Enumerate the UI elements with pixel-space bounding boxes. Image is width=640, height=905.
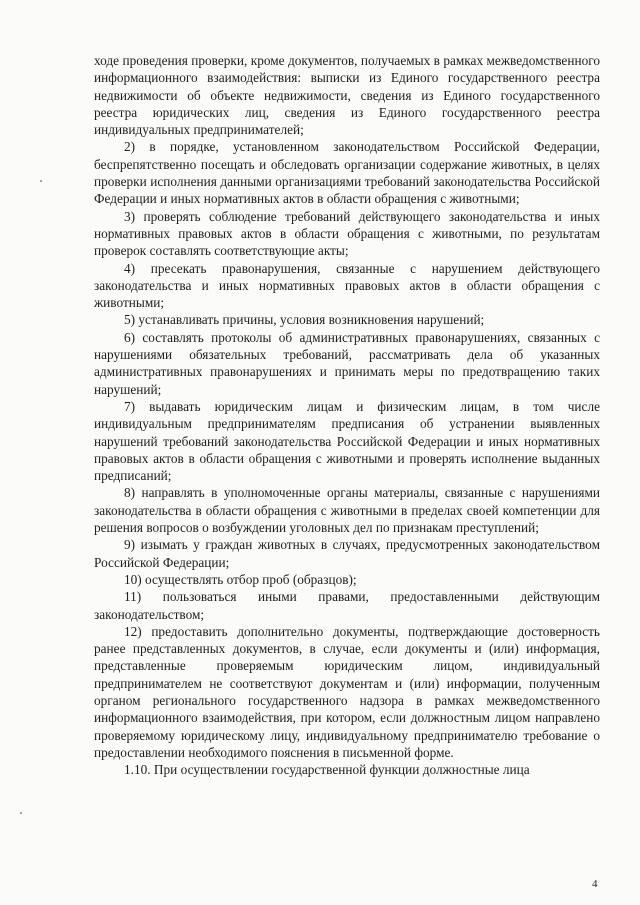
list-item-2: 2) в порядке, установленном законодательством Российской Федерации, беспрепятственно посещать и обследовать организации содержание животных, в целях проверки исполнения данными организациями требований законодательства Российской Федерации и иных нормативных актов в области обращения с животными; <box>94 139 600 207</box>
scan-speck <box>40 180 42 182</box>
list-item-9: 9) изымать у граждан животных в случаях, предусмотренных законодательством Российской Федерации; <box>94 537 600 570</box>
list-item-4: 4) пресекать правонарушения, связанные с нарушением действующего законодательства и иных нормативных правовых актов в области обращения с животными; <box>94 260 600 311</box>
section-1-10-start: 1.10. При осуществлении государственной функции должностные лица <box>124 762 530 778</box>
list-item-6: 6) составлять протоколы об административных правонарушениях, связанных с нарушениями обязательных требований, рассматривать дела об указанных административных правонарушениях и принимать меры по предотвращению таких нарушений; <box>94 329 600 397</box>
list-item-3: 3) проверять соблюдение требований действующего законодательства и иных нормативных правовых актов в области обращения с животными, по результатам проверок составлять соответствующие акты; <box>94 208 600 259</box>
document-body <box>94 52 600 778</box>
list-item-12: 12) предоставить дополнительно документы, подтверждающие достоверность ранее представленных документов, в случае, если документы и (или) информация, представленные проверяемым юридическим лицом, индивидуальный предпринимателем не соответствуют документам и (или) информации, полученным органом регионального государственного надзора в рамках межведомственного информационного взаимодействия, при котором, если должностным лицом направлено проверяемому юридическому лицу, индивидуальному предпринимателю требование о предоставлении необходимого пояснения в письменной форме. <box>94 623 600 760</box>
list-item-5: 5) устанавливать причины, условия возникновения нарушений; <box>124 312 485 328</box>
paragraph-continuation: ходе проведения проверки, кроме документов, получаемых в рамках межведомственного информационного взаимодействия: выписки из Единого государственного реестра недвижимости об объекте недвижимости, сведения из Единого государственного реестра юридических лиц, сведения из Единого государственного реестра индивидуальных предпринимателей; <box>94 53 600 138</box>
list-item-7: 7) выдавать юридическим лицам и физическим лицам, в том числе индивидуальным предпринимателям предписания об устранении выявленных нарушений требований законодательства Российской Федерации и иных нормативных правовых актов в области обращения с животными и проверять исполнение выданных предписаний; <box>94 398 600 484</box>
list-item-8: 8) направлять в уполномоченные органы материалы, связанные с нарушениями законодательства в области обращения с животными в пределах своей компетенции для решения вопросов о возбуждении уголовных дел по признакам преступлений; <box>94 485 600 536</box>
page-number: 4 <box>592 878 598 890</box>
list-item-11: 11) пользоваться иными правами, предоставленными действующим законодательством; <box>94 589 600 622</box>
scan-speck <box>20 812 22 814</box>
list-item-10: 10) осуществлять отбор проб (образцов); <box>124 571 357 587</box>
